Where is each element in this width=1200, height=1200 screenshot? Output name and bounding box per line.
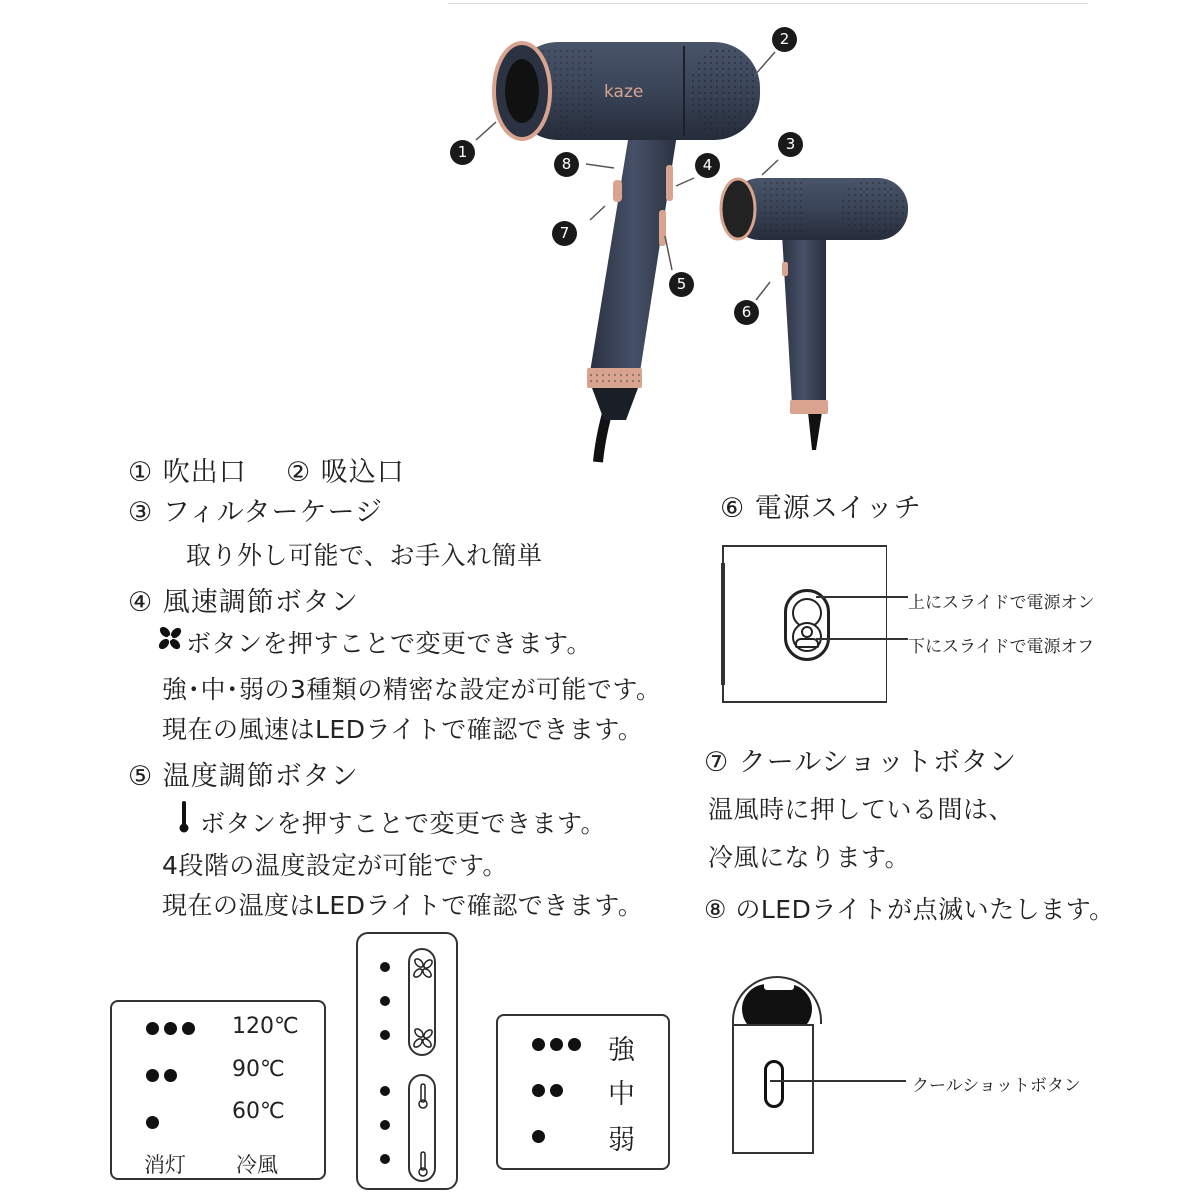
speed-level-mid: 中 (608, 1079, 635, 1110)
fan-icon (158, 626, 182, 650)
fan-icon-small (411, 1026, 435, 1050)
part-5-line-1: ボタンを押すことで変更できます。 (200, 809, 607, 838)
speed-legend (496, 1014, 670, 1170)
temp-footer-off: 消灯 (144, 1153, 186, 1177)
callout-4: 4 (695, 153, 720, 178)
callout-5: 5 (669, 272, 694, 297)
temperature-button[interactable] (408, 1074, 436, 1182)
temp-level-1: 120℃ (232, 1014, 299, 1039)
part-6-label: ⑥ 電源スイッチ (720, 493, 922, 524)
power-switch-diagram (722, 545, 887, 703)
part-3-label: ③ フィルターケージ (128, 497, 384, 528)
part-5-line-3: 現在の温度はLEDライトで確認できます。 (162, 891, 644, 920)
cool-shot-leader (770, 1080, 906, 1082)
fan-speed-button[interactable] (408, 948, 436, 1056)
temp-level-2: 90℃ (232, 1057, 285, 1082)
part-7-line-2: 冷風になります。 (708, 843, 911, 872)
part-7-line-1: 温風時に押している間は、 (708, 795, 1015, 824)
part-4-line-3: 現在の風速はLEDライトで確認できます。 (162, 715, 644, 744)
part-7-line-3: ⑧ のLEDライトが点滅いたします。 (704, 895, 1115, 924)
temp-level-3: 60℃ (232, 1099, 285, 1124)
temp-footer-cool: 冷風 (236, 1153, 278, 1177)
part-4-line-2: 強･中･弱の3種類の精密な設定が可能です。 (162, 675, 662, 704)
part-5-label: ⑤ 温度調節ボタン (128, 761, 359, 792)
power-off-label: 下にスライドで電源オフ (908, 637, 1094, 657)
switch-edge (721, 563, 727, 685)
part-2-label: ② 吸込口 (286, 457, 405, 488)
cool-shot-button[interactable] (764, 1060, 784, 1108)
fan-icon (411, 956, 435, 980)
callout-8: 8 (554, 152, 579, 177)
speed-level-high: 強 (608, 1035, 635, 1066)
temp-legend (110, 1000, 326, 1180)
callout-2: 2 (772, 27, 797, 52)
callout-7: 7 (552, 221, 577, 246)
part-7-label: ⑦ クールショットボタン (704, 747, 1018, 778)
part-4-label: ④ 風速調節ボタン (128, 587, 359, 618)
power-on-label: 上にスライドで電源オン (908, 593, 1095, 613)
part-3-desc: 取り外し可能で、お手入れ簡単 (186, 541, 543, 570)
thermometer-icon-small (411, 1150, 435, 1178)
part-4-line-1: ボタンを押すことで変更できます。 (186, 629, 593, 658)
thermometer-icon (176, 800, 192, 834)
brand-logo: kaze (604, 82, 644, 102)
cool-shot-label: クールショットボタン (912, 1076, 1081, 1096)
power-slider[interactable] (784, 589, 830, 661)
callout-3: 3 (778, 132, 803, 157)
part-5-line-2: 4段階の温度設定が可能です。 (162, 851, 508, 880)
thermometer-icon (411, 1082, 435, 1110)
speed-level-low: 弱 (608, 1125, 635, 1156)
cool-shot-diagram (732, 976, 822, 1160)
callout-6: 6 (734, 300, 759, 325)
dryer-large (494, 42, 760, 462)
control-panel (356, 932, 458, 1190)
part-1-label: ① 吹出口 (128, 457, 247, 488)
callout-1: 1 (450, 140, 475, 165)
